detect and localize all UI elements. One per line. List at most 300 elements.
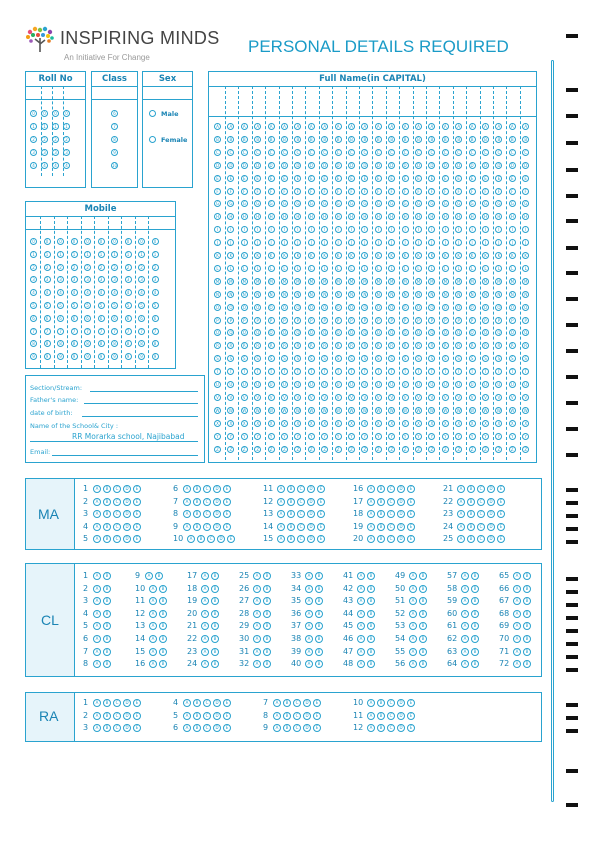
bubble-name-c9-T[interactable]: T (321, 368, 328, 375)
bubble-name-c5-C[interactable]: C (268, 149, 275, 156)
bubble-name-c5-L[interactable]: L (268, 265, 275, 272)
bubble-name-c6-N[interactable]: N (283, 291, 286, 297)
bubble-name-c12-Z[interactable]: Z (361, 446, 368, 453)
bubble-name-c22-W[interactable]: W (496, 407, 501, 413)
bubble-name-c11-H[interactable]: H (349, 214, 353, 220)
bubble-name-c15-X[interactable]: X (402, 420, 409, 427)
bubble-name-c22-B[interactable]: B (495, 136, 502, 143)
bubble-name-c6-D[interactable]: D (282, 162, 287, 168)
bubble-mobile-c7-2[interactable]: 2 (111, 264, 118, 271)
bubble-mobile-c7-6[interactable]: 6 (111, 315, 118, 322)
bubble-name-c5-E[interactable]: E (268, 175, 275, 182)
bubble-cl-q23-A[interactable]: A (201, 648, 209, 656)
bubble-ra-q8-B[interactable]: B (283, 712, 291, 720)
bubble-name-c7-Z[interactable]: Z (294, 446, 301, 453)
bubble-name-c7-X[interactable]: X (294, 420, 301, 427)
bubble-name-c16-S[interactable]: S (415, 355, 422, 362)
bubble-mobile-c5-2[interactable]: 2 (84, 264, 91, 271)
bubble-name-c21-U[interactable]: U (482, 381, 489, 388)
bubble-cl-q47-B[interactable]: B (367, 648, 375, 656)
bubble-cl-q30-A[interactable]: A (253, 635, 261, 643)
bubble-name-c20-T[interactable]: T (469, 368, 476, 375)
bubble-name-c23-N[interactable]: N (510, 291, 514, 297)
bubble-name-c6-G[interactable]: G (282, 201, 287, 207)
bubble-ma-q4-A[interactable]: A (93, 523, 101, 531)
bubble-name-c7-S[interactable]: S (294, 355, 301, 362)
bubble-name-c20-R[interactable]: R (469, 342, 476, 349)
bubble-name-c22-H[interactable]: H (497, 214, 501, 220)
bubble-name-c3-Z[interactable]: Z (241, 446, 248, 453)
bubble-name-c18-V[interactable]: V (442, 394, 449, 401)
bubble-name-c16-T[interactable]: T (415, 368, 422, 375)
bubble-name-c10-P[interactable]: P (335, 317, 342, 324)
bubble-ma-q8-B[interactable]: B (193, 510, 201, 518)
bubble-name-c6-X[interactable]: X (281, 420, 288, 427)
bubble-ra-q3-A[interactable]: A (93, 724, 101, 732)
bubble-name-c23-O[interactable]: O (510, 304, 514, 310)
bubble-ma-q13-A[interactable]: A (277, 510, 285, 518)
bubble-name-c10-S[interactable]: S (335, 355, 342, 362)
bubble-ma-q20-D[interactable]: D (397, 535, 405, 543)
bubble-name-c21-F[interactable]: F (482, 188, 489, 195)
bubble-name-c5-M[interactable]: M (269, 278, 273, 284)
bubble-name-c23-Q[interactable]: Q (510, 330, 514, 336)
bubble-name-c2-Z[interactable]: Z (227, 446, 234, 453)
bubble-mobile-c10-3[interactable]: 3 (152, 276, 159, 283)
bubble-ra-q12-B[interactable]: B (377, 724, 385, 732)
bubble-name-c11-L[interactable]: L (348, 265, 355, 272)
bubble-name-c7-J[interactable]: J (294, 239, 301, 246)
bubble-name-c10-J[interactable]: J (335, 239, 342, 246)
bubble-cl-q19-B[interactable]: B (211, 597, 219, 605)
bubble-name-c21-V[interactable]: V (482, 394, 489, 401)
bubble-mobile-c1-0[interactable]: 0 (30, 238, 37, 245)
bubble-name-c11-Y[interactable]: Y (348, 433, 355, 440)
bubble-name-c11-A[interactable]: A (348, 123, 355, 130)
bubble-name-c1-F[interactable]: F (214, 188, 221, 195)
bubble-name-c20-Y[interactable]: Y (469, 433, 476, 440)
bubble-name-c11-O[interactable]: O (349, 304, 354, 310)
bubble-cl-q52-A[interactable]: A (409, 610, 417, 618)
bubble-mobile-c6-5[interactable]: 5 (98, 302, 105, 309)
bubble-mobile-c5-1[interactable]: 1 (84, 251, 91, 258)
bubble-mobile-c4-5[interactable]: 5 (71, 302, 78, 309)
bubble-name-c21-O[interactable]: O (483, 304, 488, 310)
bubble-ma-q6-E[interactable]: E (223, 485, 231, 493)
bubble-name-c12-E[interactable]: E (361, 175, 368, 182)
bubble-ma-q16-B[interactable]: B (377, 485, 385, 493)
bubble-roll-c3-3[interactable]: 3 (52, 149, 59, 156)
bubble-name-c9-G[interactable]: G (323, 201, 327, 207)
bubble-mobile-c2-1[interactable]: 1 (44, 251, 51, 258)
bubble-name-c21-K[interactable]: K (482, 252, 489, 259)
bubble-mobile-c9-9[interactable]: 9 (138, 353, 145, 360)
bubble-name-c20-S[interactable]: S (469, 355, 476, 362)
bubble-mobile-c7-1[interactable]: 1 (111, 251, 118, 258)
bubble-ma-q18-A[interactable]: A (367, 510, 375, 518)
bubble-ma-q16-C[interactable]: C (387, 485, 395, 493)
bubble-name-c5-O[interactable]: O (269, 304, 273, 310)
bubble-name-c17-F[interactable]: F (428, 188, 435, 195)
bubble-ra-q9-C[interactable]: C (293, 724, 301, 732)
bubble-cl-q20-B[interactable]: B (211, 610, 219, 618)
bubble-name-c1-T[interactable]: T (214, 368, 221, 375)
bubble-name-c18-G[interactable]: G (443, 201, 447, 207)
bubble-name-c3-D[interactable]: D (242, 162, 246, 168)
bubble-name-c6-A[interactable]: A (281, 123, 288, 130)
bubble-name-c15-T[interactable]: T (402, 368, 409, 375)
bubble-ma-q9-B[interactable]: B (193, 523, 201, 531)
bubble-ra-q2-A[interactable]: A (93, 712, 101, 720)
bubble-ma-q17-A[interactable]: A (367, 498, 375, 506)
bubble-ra-q10-C[interactable]: C (387, 699, 395, 707)
bubble-name-c1-W[interactable]: W (215, 407, 220, 413)
bubble-ma-q4-C[interactable]: C (113, 523, 121, 531)
bubble-name-c2-O[interactable]: O (229, 304, 233, 310)
bubble-name-c7-W[interactable]: W (295, 407, 300, 413)
bubble-name-c14-J[interactable]: J (388, 239, 395, 246)
bubble-name-c13-J[interactable]: J (375, 239, 382, 246)
bubble-name-c24-V[interactable]: V (522, 394, 529, 401)
bubble-ra-q11-C[interactable]: C (387, 712, 395, 720)
bubble-name-c16-G[interactable]: G (416, 201, 421, 207)
bubble-name-c24-D[interactable]: D (524, 162, 528, 168)
bubble-cl-q47-A[interactable]: A (357, 648, 365, 656)
bubble-name-c1-P[interactable]: P (214, 317, 221, 324)
bubble-ma-q1-A[interactable]: A (93, 485, 101, 493)
bubble-cl-q11-B[interactable]: B (159, 597, 167, 605)
bubble-name-c14-F[interactable]: F (388, 188, 395, 195)
bubble-name-c1-G[interactable]: G (215, 201, 220, 207)
bubble-name-c6-L[interactable]: L (281, 265, 288, 272)
bubble-cl-q8-B[interactable]: B (103, 660, 111, 668)
bubble-ma-q18-C[interactable]: C (387, 510, 395, 518)
bubble-name-c16-A[interactable]: A (415, 123, 422, 130)
bubble-name-c21-R[interactable]: R (482, 342, 489, 349)
bubble-name-c4-T[interactable]: T (254, 368, 261, 375)
bubble-name-c13-D[interactable]: D (376, 162, 380, 168)
bubble-ra-q7-C[interactable]: C (293, 699, 301, 707)
bubble-name-c18-A[interactable]: A (442, 123, 449, 130)
bubble-name-c22-U[interactable]: U (495, 381, 502, 388)
bubble-name-c1-V[interactable]: V (214, 394, 221, 401)
bubble-ma-q18-D[interactable]: D (397, 510, 405, 518)
bubble-cl-q27-A[interactable]: A (253, 597, 261, 605)
bubble-ra-q10-D[interactable]: D (397, 699, 405, 707)
bubble-name-c20-U[interactable]: U (469, 381, 476, 388)
bubble-name-c15-O[interactable]: O (403, 304, 407, 310)
bubble-mobile-c5-5[interactable]: 5 (84, 302, 91, 309)
bubble-ma-q14-D[interactable]: D (307, 523, 315, 531)
bubble-name-c22-X[interactable]: X (495, 420, 502, 427)
bubble-name-c1-Q[interactable]: Q (215, 330, 220, 336)
bubble-ra-q6-B[interactable]: B (193, 724, 201, 732)
bubble-cl-q16-A[interactable]: A (149, 660, 157, 668)
bubble-name-c21-D[interactable]: D (483, 162, 488, 168)
bubble-name-c5-T[interactable]: T (268, 368, 275, 375)
bubble-cl-q29-B[interactable]: B (263, 622, 271, 630)
bubble-ma-q5-C[interactable]: C (113, 535, 121, 543)
bubble-name-c3-B[interactable]: B (241, 136, 248, 143)
bubble-mobile-c10-6[interactable]: 6 (152, 315, 159, 322)
bubble-name-c7-Q[interactable]: Q (296, 330, 300, 336)
bubble-name-c17-P[interactable]: P (428, 317, 435, 324)
bubble-ma-q14-E[interactable]: E (317, 523, 325, 531)
bubble-mobile-c8-3[interactable]: 3 (125, 276, 132, 283)
bubble-cl-q60-A[interactable]: A (461, 610, 469, 618)
bubble-roll-c3-2[interactable]: 2 (52, 136, 59, 143)
bubble-name-c7-B[interactable]: B (294, 136, 301, 143)
bubble-ra-q12-A[interactable]: A (367, 724, 375, 732)
bubble-cl-q35-A[interactable]: A (305, 597, 313, 605)
bubble-name-c13-U[interactable]: U (375, 381, 382, 388)
bubble-name-c13-Z[interactable]: Z (375, 446, 382, 453)
bubble-cl-q16-B[interactable]: B (159, 660, 167, 668)
bubble-name-c6-M[interactable]: M (282, 278, 287, 284)
bubble-cl-q30-B[interactable]: B (263, 635, 271, 643)
bubble-ma-q19-A[interactable]: A (367, 523, 375, 531)
bubble-name-c22-Z[interactable]: Z (495, 446, 502, 453)
bubble-ma-q8-D[interactable]: D (213, 510, 221, 518)
bubble-cl-q12-A[interactable]: A (149, 610, 157, 618)
bubble-name-c5-Q[interactable]: Q (269, 330, 273, 336)
bubble-mobile-c6-4[interactable]: 4 (98, 289, 105, 296)
bubble-name-c24-N[interactable]: N (524, 291, 528, 297)
bubble-name-c22-Q[interactable]: Q (497, 330, 501, 336)
bubble-ma-q15-E[interactable]: E (317, 535, 325, 543)
bubble-name-c11-D[interactable]: D (349, 162, 354, 168)
bubble-name-c2-Q[interactable]: Q (229, 330, 233, 336)
bubble-name-c17-U[interactable]: U (428, 381, 435, 388)
bubble-name-c14-M[interactable]: M (389, 278, 394, 284)
bubble-name-c19-R[interactable]: R (455, 342, 462, 349)
bubble-name-c24-U[interactable]: U (522, 381, 529, 388)
bubble-cl-q55-A[interactable]: A (409, 648, 417, 656)
bubble-name-c24-E[interactable]: E (522, 175, 529, 182)
bubble-name-c2-K[interactable]: K (227, 252, 234, 259)
bubble-ra-q1-A[interactable]: A (93, 699, 101, 707)
bubble-name-c14-X[interactable]: X (388, 420, 395, 427)
bubble-name-c18-J[interactable]: J (442, 239, 449, 246)
bubble-name-c7-T[interactable]: T (294, 368, 301, 375)
bubble-name-c13-F[interactable]: F (375, 188, 382, 195)
bubble-cl-q21-B[interactable]: B (211, 622, 219, 630)
bubble-name-c12-U[interactable]: U (361, 381, 368, 388)
bubble-name-c13-P[interactable]: P (375, 317, 382, 324)
bubble-name-c10-I[interactable]: I (335, 226, 342, 233)
class-write-row[interactable] (92, 86, 137, 100)
bubble-name-c7-M[interactable]: M (296, 278, 300, 284)
bubble-name-c1-O[interactable]: O (215, 304, 220, 310)
bubble-ra-q11-A[interactable]: A (367, 712, 375, 720)
bubble-name-c14-L[interactable]: L (388, 265, 395, 272)
bubble-name-c16-O[interactable]: O (416, 304, 421, 310)
bubble-female[interactable] (149, 136, 156, 143)
bubble-name-c23-P[interactable]: P (509, 317, 516, 324)
bubble-name-c13-M[interactable]: M (376, 278, 381, 284)
bubble-cl-q40-A[interactable]: A (305, 660, 313, 668)
bubble-cl-q39-B[interactable]: B (315, 648, 323, 656)
bubble-name-c21-W[interactable]: W (483, 407, 488, 413)
bubble-name-c6-U[interactable]: U (281, 381, 288, 388)
bubble-name-c2-L[interactable]: L (227, 265, 234, 272)
bubble-name-c12-R[interactable]: R (361, 342, 368, 349)
bubble-name-c22-M[interactable]: M (497, 278, 501, 284)
bubble-name-c13-X[interactable]: X (375, 420, 382, 427)
bubble-name-c3-M[interactable]: M (242, 278, 247, 284)
bubble-name-c11-J[interactable]: J (348, 239, 355, 246)
bubble-name-c11-B[interactable]: B (348, 136, 355, 143)
bubble-name-c14-Y[interactable]: Y (388, 433, 395, 440)
bubble-mobile-c7-7[interactable]: 7 (111, 328, 118, 335)
bubble-name-c21-X[interactable]: X (482, 420, 489, 427)
bubble-mobile-c4-9[interactable]: 9 (71, 353, 78, 360)
bubble-mobile-c9-1[interactable]: 1 (138, 251, 145, 258)
bubble-cl-q70-A[interactable]: A (513, 635, 521, 643)
bubble-name-c22-K[interactable]: K (495, 252, 502, 259)
bubble-ma-q13-C[interactable]: C (297, 510, 305, 518)
bubble-cl-q7-B[interactable]: B (103, 648, 111, 656)
bubble-name-c20-J[interactable]: J (469, 239, 476, 246)
bubble-mobile-c5-9[interactable]: 9 (84, 353, 91, 360)
bubble-ma-q17-C[interactable]: C (387, 498, 395, 506)
bubble-cl-q15-A[interactable]: A (149, 648, 157, 656)
bubble-name-c13-R[interactable]: R (375, 342, 382, 349)
bubble-ma-q13-E[interactable]: E (317, 510, 325, 518)
bubble-ra-q5-E[interactable]: E (223, 712, 231, 720)
bubble-name-c13-V[interactable]: V (375, 394, 382, 401)
bubble-name-c3-C[interactable]: C (241, 149, 248, 156)
bubble-name-c10-E[interactable]: E (335, 175, 342, 182)
bubble-name-c17-D[interactable]: D (430, 162, 434, 168)
bubble-mobile-c10-9[interactable]: 9 (152, 353, 159, 360)
bubble-ma-q7-A[interactable]: A (183, 498, 191, 506)
bubble-cl-q41-B[interactable]: B (367, 572, 375, 580)
bubble-name-c16-V[interactable]: V (415, 394, 422, 401)
bubble-name-c9-F[interactable]: F (321, 188, 328, 195)
bubble-name-c16-Y[interactable]: Y (415, 433, 422, 440)
bubble-cl-q35-B[interactable]: B (315, 597, 323, 605)
bubble-name-c24-A[interactable]: A (522, 123, 529, 130)
bubble-ma-q23-E[interactable]: E (497, 510, 505, 518)
bubble-name-c20-E[interactable]: E (469, 175, 476, 182)
bubble-name-c17-G[interactable]: G (430, 201, 434, 207)
bubble-name-c12-J[interactable]: J (361, 239, 368, 246)
bubble-name-c19-P[interactable]: P (455, 317, 462, 324)
bubble-name-c24-Q[interactable]: Q (524, 330, 528, 336)
bubble-ma-q10-A[interactable]: A (187, 535, 195, 543)
bubble-name-c3-P[interactable]: P (241, 317, 248, 324)
bubble-name-c24-H[interactable]: H (524, 214, 528, 220)
bubble-name-c19-G[interactable]: G (457, 201, 461, 207)
bubble-name-c23-K[interactable]: K (509, 252, 516, 259)
bubble-name-c23-C[interactable]: C (509, 149, 516, 156)
bubble-ma-q24-E[interactable]: E (497, 523, 505, 531)
bubble-ma-q20-B[interactable]: B (377, 535, 385, 543)
bubble-cl-q25-B[interactable]: B (263, 572, 271, 580)
bubble-name-c21-N[interactable]: N (484, 291, 487, 297)
bubble-name-c19-W[interactable]: W (456, 407, 461, 413)
bubble-name-c24-P[interactable]: P (522, 317, 529, 324)
bubble-mobile-c3-0[interactable]: 0 (57, 238, 64, 245)
bubble-name-c21-S[interactable]: S (482, 355, 489, 362)
bubble-name-c16-N[interactable]: N (417, 291, 420, 297)
bubble-name-c13-K[interactable]: K (375, 252, 382, 259)
bubble-name-c22-T[interactable]: T (495, 368, 502, 375)
bubble-cl-q34-A[interactable]: A (305, 585, 313, 593)
bubble-name-c21-Z[interactable]: Z (482, 446, 489, 453)
bubble-name-c13-E[interactable]: E (375, 175, 382, 182)
bubble-name-c4-X[interactable]: X (254, 420, 261, 427)
bubble-ma-q9-E[interactable]: E (223, 523, 231, 531)
bubble-name-c17-J[interactable]: J (428, 239, 435, 246)
bubble-ra-q5-B[interactable]: B (193, 712, 201, 720)
bubble-ra-q8-A[interactable]: A (273, 712, 281, 720)
bubble-name-c5-S[interactable]: S (268, 355, 275, 362)
bubble-name-c15-R[interactable]: R (402, 342, 409, 349)
bubble-name-c11-Z[interactable]: Z (348, 446, 355, 453)
bubble-cl-q13-B[interactable]: B (159, 622, 167, 630)
bubble-name-c20-G[interactable]: G (470, 201, 474, 207)
bubble-cl-q13-A[interactable]: A (149, 622, 157, 630)
bubble-ma-q21-A[interactable]: A (457, 485, 465, 493)
bubble-cl-q34-B[interactable]: B (315, 585, 323, 593)
bubble-name-c10-T[interactable]: T (335, 368, 342, 375)
bubble-mobile-c2-7[interactable]: 7 (44, 328, 51, 335)
bubble-class-10[interactable]: 10 (112, 163, 118, 168)
bubble-name-c2-C[interactable]: C (227, 149, 234, 156)
bubble-cl-q22-B[interactable]: B (211, 635, 219, 643)
bubble-cl-q53-B[interactable]: B (419, 622, 427, 630)
bubble-name-c19-V[interactable]: V (455, 394, 462, 401)
bubble-mobile-c10-8[interactable]: 8 (152, 340, 159, 347)
bubble-name-c18-S[interactable]: S (442, 355, 449, 362)
bubble-cl-q63-A[interactable]: A (461, 648, 469, 656)
bubble-name-c10-D[interactable]: D (336, 162, 340, 168)
bubble-name-c20-Q[interactable]: Q (470, 330, 474, 336)
bubble-ra-q4-A[interactable]: A (183, 699, 191, 707)
bubble-cl-q65-A[interactable]: A (513, 572, 521, 580)
bubble-name-c5-N[interactable]: N (269, 291, 273, 297)
bubble-name-c12-F[interactable]: F (361, 188, 368, 195)
bubble-name-c20-L[interactable]: L (469, 265, 476, 272)
bubble-ma-q10-D[interactable]: D (217, 535, 225, 543)
bubble-name-c20-W[interactable]: W (470, 407, 475, 413)
bubble-cl-q26-B[interactable]: B (263, 585, 271, 593)
bubble-name-c12-Q[interactable]: Q (363, 330, 367, 336)
bubble-name-c5-H[interactable]: H (269, 214, 273, 220)
bubble-ma-q1-E[interactable]: E (133, 485, 141, 493)
bubble-name-c19-C[interactable]: C (455, 149, 462, 156)
bubble-cl-q61-B[interactable]: B (471, 622, 479, 630)
bubble-name-c11-N[interactable]: N (350, 291, 353, 297)
bubble-cl-q58-A[interactable]: A (461, 585, 469, 593)
bubble-ma-q20-C[interactable]: C (387, 535, 395, 543)
school-field[interactable] (30, 441, 198, 442)
bubble-name-c7-V[interactable]: V (294, 394, 301, 401)
bubble-name-c23-B[interactable]: B (509, 136, 516, 143)
bubble-name-c17-X[interactable]: X (428, 420, 435, 427)
bubble-name-c7-K[interactable]: K (294, 252, 301, 259)
bubble-name-c8-G[interactable]: G (309, 201, 313, 207)
bubble-name-c22-N[interactable]: N (497, 291, 501, 297)
bubble-name-c22-S[interactable]: S (495, 355, 502, 362)
bubble-ma-q22-C[interactable]: C (477, 498, 485, 506)
bubble-mobile-c7-3[interactable]: 3 (111, 276, 118, 283)
bubble-mobile-c2-0[interactable]: 0 (44, 238, 51, 245)
bubble-name-c14-G[interactable]: G (390, 201, 394, 207)
bubble-name-c21-M[interactable]: M (483, 278, 488, 284)
